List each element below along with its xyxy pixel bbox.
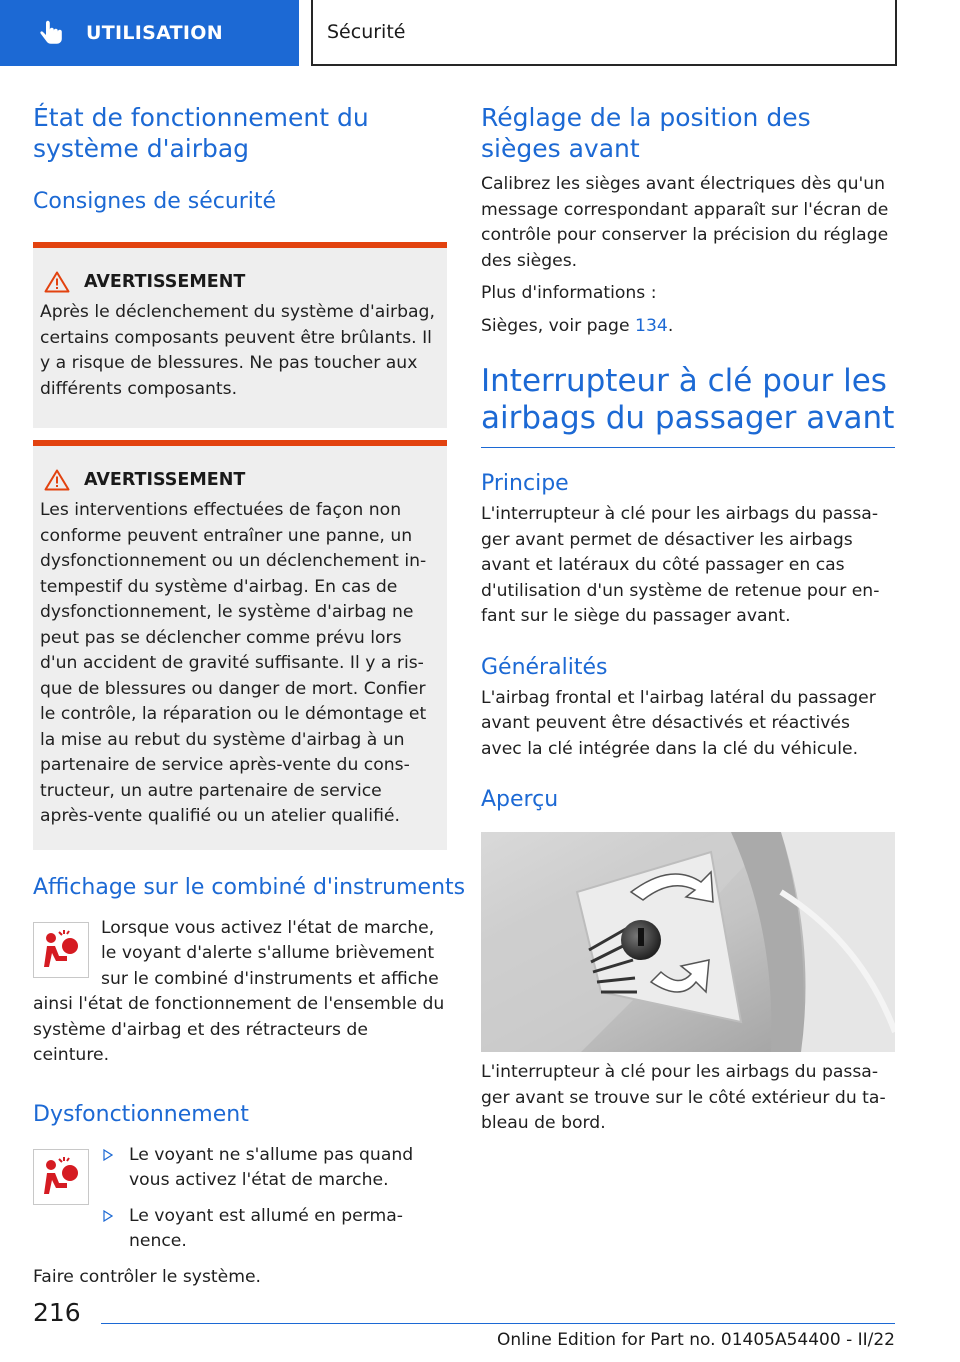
airbag-warning-icon <box>33 922 89 978</box>
general-heading: Généralités <box>481 654 608 680</box>
malfunction-block <box>33 1143 447 1255</box>
principle-text: L'interrupteur à clé pour les airbags du passager avant permet de désactiver les airbags avant et latéraux du côté passager en cas d'utilisation d'un système de retenue pour enfant sur le siège du passager avant. <box>481 504 880 626</box>
list-item: Le voyant est allumé en permanence. <box>99 1204 447 1255</box>
overview-caption: L'interrupteur à clé pour les airbags du passager avant se trouve sur le côté extérieur du tableau de bord. <box>481 1062 886 1133</box>
display-text: Lorsque vous activez l'état de marche, le voyant d'alerte s'allume brièvement sur le combiné d'instruments et affiche ainsi l'état de fonctionnement de l'ensemble du système d'airbag et des rétracteurs de ceinture. <box>33 917 445 1065</box>
airbag-warning-icon <box>33 1149 89 1205</box>
page-number: 216 <box>33 1298 81 1327</box>
warning-box <box>33 440 447 850</box>
hand-pointer-icon <box>36 18 66 48</box>
page-link[interactable]: 134 <box>635 315 668 336</box>
seat-more: Plus d'informations : <box>481 283 657 303</box>
bullet-triangle-icon <box>103 1149 113 1161</box>
seat-reference: Sièges, voir page 134. <box>481 315 674 336</box>
safety-heading: Consignes de sécurité <box>33 189 277 214</box>
malfunction-list <box>99 1143 447 1255</box>
section-tab <box>0 0 299 66</box>
heading-rule <box>481 447 895 448</box>
warning-label: AVERTISSEMENT <box>84 272 246 292</box>
right-column <box>481 100 895 1137</box>
chapter-header <box>311 0 897 66</box>
warning-box <box>33 242 447 428</box>
list-item: Le voyant ne s'allume pas quand vous activez l'état de marche. <box>99 1143 447 1194</box>
principle-heading: Principe <box>481 471 569 496</box>
warning-text: Après le déclenchement du système d'airbag, certains composants peuvent être brûlants. Il y a risque de blessures. Ne pas toucher aux différents composants. <box>40 302 435 399</box>
malfunction-heading: Dysfonctionnement <box>33 1101 249 1127</box>
malfunction-action: Faire contrôler le système. <box>33 1266 262 1287</box>
warning-label: AVERTISSEMENT <box>84 470 246 490</box>
bullet-triangle-icon <box>103 1210 113 1222</box>
warning-text: Les interventions effectuées de façon non conforme peuvent entraîner une panne, un dysfonctionnement ou un déclenchement intempestif du système d'airbag. En cas de dysfonctionnement, le système d'airbag ne peut pas se déclencher comme prévu lors d'un accident de gravité suffisante. Il y a risque de blessures ou danger de mort. Confier le contrôle, la réparation ou le démontage et la mise au rebut du système d'airbag à un partenaire de service après-vente du constructeur, un autre partenaire de service après-vente qualifié ou un atelier qualifié. <box>40 500 427 826</box>
display-heading: Affichage sur le combiné d'instruments <box>33 874 466 900</box>
seat-text: Calibrez les sièges avant électriques dès qu'un message correspondant apparaît sur l'écran de contrôle pour conserver la précision du réglage des sièges. <box>481 174 889 271</box>
key-switch-photo <box>481 832 895 1052</box>
display-block <box>33 916 447 1069</box>
footer-rule <box>101 1323 895 1324</box>
general-text: L'airbag frontal et l'airbag latéral du passager avant peuvent être désactivés et réactivés avec la clé intégrée dans la clé du véhicule. <box>481 687 876 759</box>
airbag-status-title: État de fonctionnement du système d'airbag <box>33 103 369 163</box>
edition-text: Online Edition for Part no. 01405A54400 - II/22 <box>496 1330 895 1350</box>
warning-triangle-icon <box>44 271 70 293</box>
seat-heading: Réglage de la position des sièges avant <box>481 103 811 163</box>
section-label: UTILISATION <box>86 22 223 44</box>
warning-triangle-icon <box>44 469 70 491</box>
chapter-label: Sécurité <box>327 21 406 43</box>
left-column <box>33 100 466 1290</box>
overview-heading: Aperçu <box>481 787 559 812</box>
switch-heading: Interrupteur à clé pour les airbags du passager avant <box>481 363 895 436</box>
